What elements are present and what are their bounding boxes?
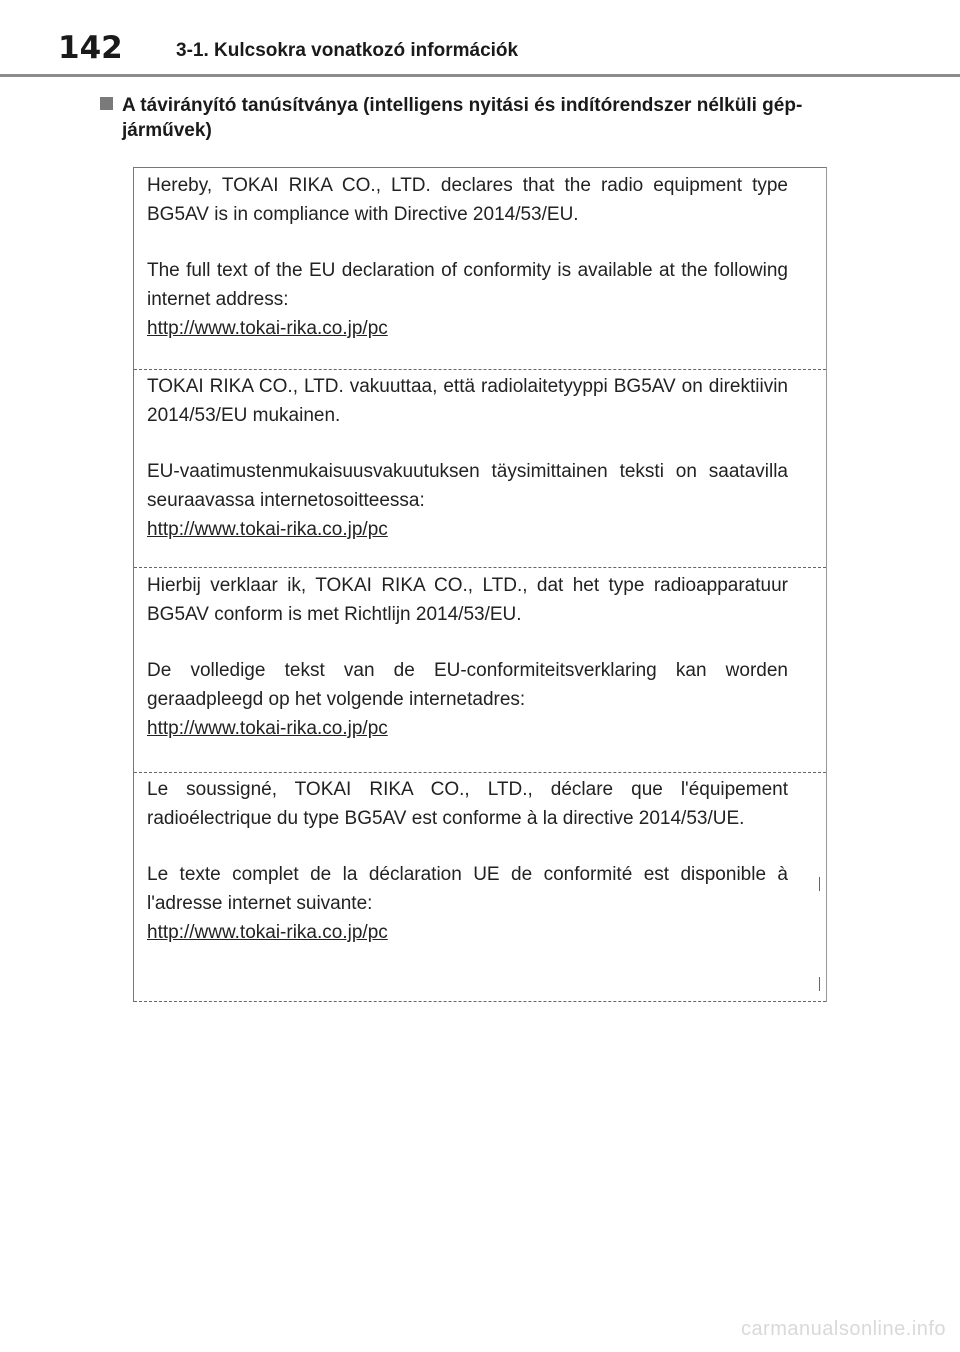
header-divider [0, 74, 960, 77]
margin-tick [819, 877, 820, 891]
margin-tick [819, 977, 820, 991]
declaration-french [134, 773, 826, 1002]
chapter-title: 3-1. Kulcsokra vonatkozó információk [176, 40, 519, 61]
section-heading [96, 93, 856, 143]
declaration-text: Hierbij verklaar ik, TOKAI RIKA CO., LTD., dat het type radioapparatuur BG5AV conform is met Richtlijn 2014/53/EU. [147, 575, 788, 625]
declaration-dutch [134, 568, 826, 773]
section-title: A távirányító tanúsítványa (intelligens nyitási és indítórendszer nélküli gép-járművek) [122, 95, 803, 141]
declaration-link[interactable]: http://www.tokai-rika.co.jp/pc [147, 519, 388, 540]
declaration-text: Le soussigné, TOKAI RIKA CO., LTD., déclare que l'équipement radioélectrique du type BG5AV est conforme à la directive 2014/53/UE. [147, 779, 788, 829]
page-number: 142 [58, 30, 123, 66]
declaration-link[interactable]: http://www.tokai-rika.co.jp/pc [147, 922, 388, 943]
watermark: carmanualsonline.info [740, 1318, 946, 1340]
availability-text: Le texte complet de la déclaration UE de conformité est disponible à l'adresse internet suivante: [147, 864, 788, 914]
declaration-text: Hereby, TOKAI RIKA CO., LTD. declares that the radio equipment type BG5AV is in compliance with Directive 2014/53/EU. [147, 175, 788, 225]
declaration-finnish [134, 370, 826, 568]
declaration-link[interactable]: http://www.tokai-rika.co.jp/pc [147, 718, 388, 739]
square-bullet-icon [100, 97, 113, 110]
availability-text: The full text of the EU declaration of conformity is available at the following internet address: [147, 260, 788, 310]
declaration-link[interactable]: http://www.tokai-rika.co.jp/pc [147, 318, 388, 339]
declaration-box [133, 167, 827, 1002]
availability-text: EU-vaatimustenmukaisuusvakuutuksen täysimittainen teksti on saatavilla seuraavassa internetosoitteessa: [147, 461, 788, 511]
declaration-english [134, 168, 826, 370]
availability-text: De volledige tekst van de EU-conformiteitsverklaring kan worden geraadpleegd op het volgende internetadres: [147, 660, 788, 710]
declaration-text: TOKAI RIKA CO., LTD. vakuuttaa, että radiolaitetyyppi BG5AV on direktiivin 2014/53/EU mukainen. [147, 376, 788, 426]
page-header [0, 0, 960, 76]
